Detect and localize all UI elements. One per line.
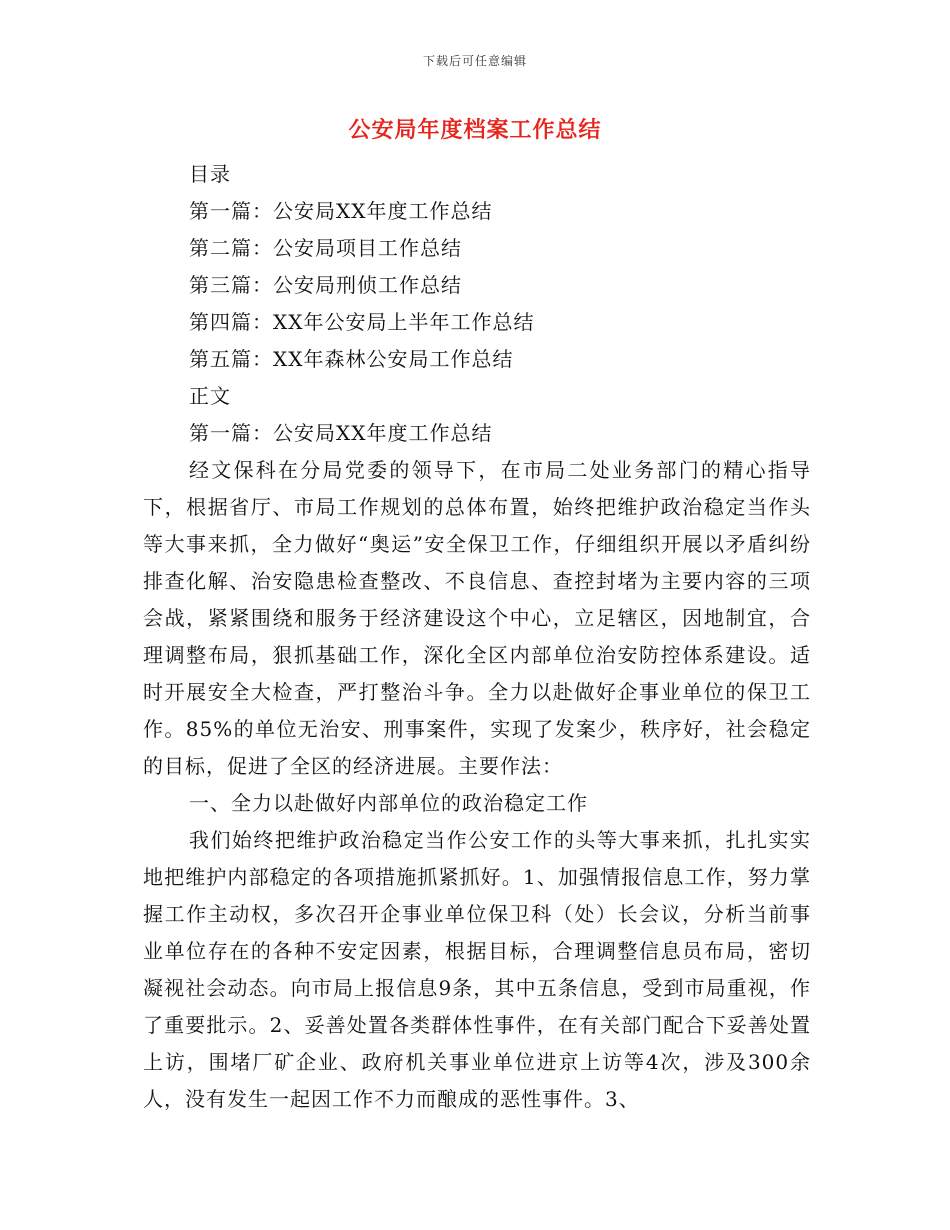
- toc-item: 第三篇：公安局刑侦工作总结: [189, 273, 462, 297]
- body-heading: 正文: [189, 384, 231, 408]
- toc-item: 第五篇：XX年森林公安局工作总结: [189, 347, 514, 371]
- toc-item: 第二篇：公安局项目工作总结: [189, 236, 462, 260]
- document-title: 公安局年度档案工作总结: [348, 117, 602, 143]
- body-paragraph: 经文保科在分局党委的领导下，在市局二处业务部门的精心指导下，根据省厅、市局工作规划的总体布置，始终把维护政治稳定当作头等大事来抓，全力做好“奥运”安全保卫工作，仔细组织开展以矛盾纠纷排查化解、治安隐患检查整改、不良信息、查控封堵为主要内容的三项会战，紧紧围绕和服务于经济建设这个中心，立足辖区，因地制宜，合理调整布局，狠抓基础工作，深化全区内部单位治安防控体系建设。适时开展安全大检查，严打整治斗争。全力以赴做好企事业单位的保卫工作。85%的单位无治安、刑事案件，实现了发案少，秩序好，社会稳定的目标，促进了全区的经济进展。主要作法：: [143, 458, 811, 778]
- page-header-note: 下载后可任意编辑: [422, 54, 527, 68]
- toc-item: 第一篇：公安局XX年度工作总结: [189, 199, 493, 223]
- subsection-heading: 一、全力以赴做好内部单位的政治稳定工作: [189, 791, 588, 815]
- section-heading: 第一篇：公安局XX年度工作总结: [189, 421, 493, 445]
- toc-heading: 目录: [189, 162, 231, 186]
- body-paragraph: 我们始终把维护政治稳定当作公安工作的头等大事来抓，扎扎实实地把维护内部稳定的各项措施抓紧抓好。1、加强情报信息工作，努力掌握工作主动权，多次召开企事业单位保卫科（处）长会议，分析当前事业单位存在的各种不安定因素，根据目标，合理调整信息员布局，密切凝视社会动态。向市局上报信息9条，其中五条信息，受到市局重视，作了重要批示。2、妥善处置各类群体性事件，在有关部门配合下妥善处置上访，围堵厂矿企业、政府机关事业单位进京上访等4次，涉及300余人，没有发生一起因工作不力而酿成的恶性事件。3、: [143, 828, 811, 1111]
- document-body: [143, 452, 811, 1118]
- table-of-contents: [189, 156, 534, 452]
- toc-item: 第四篇：XX年公安局上半年工作总结: [189, 310, 535, 334]
